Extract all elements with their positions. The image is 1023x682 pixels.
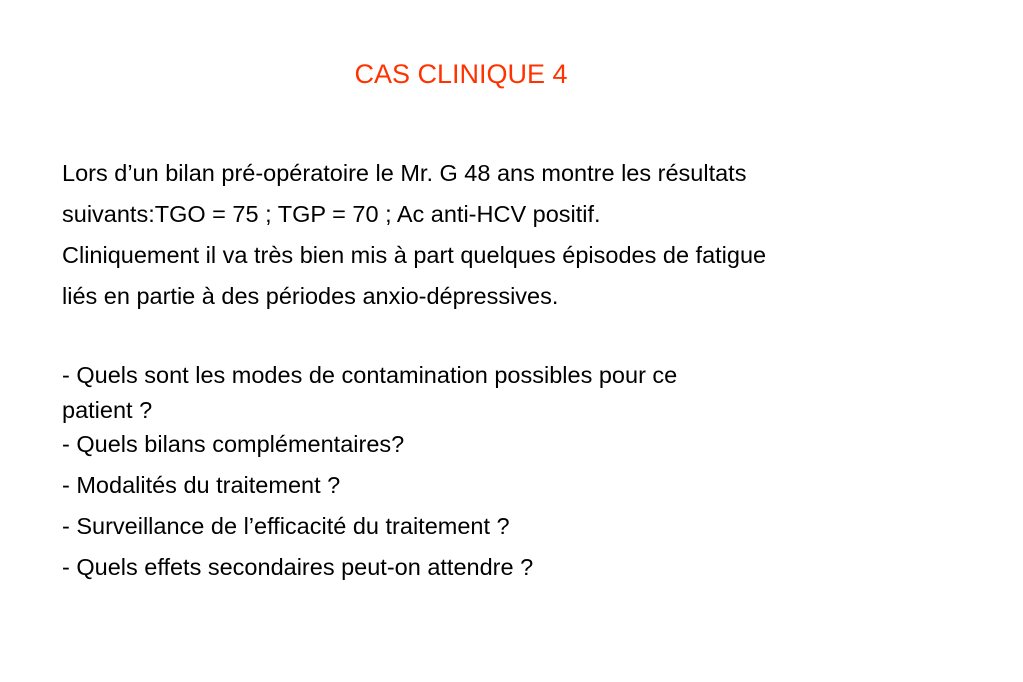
question-text: - Surveillance de l’efficacité du traitement ?	[62, 513, 510, 539]
question-text: - Quels bilans complémentaires?	[62, 431, 405, 457]
question-text: - Quels effets secondaires peut-on attendre ?	[62, 554, 534, 580]
question-item	[62, 547, 992, 588]
question-text: patient ?	[62, 397, 153, 423]
case-description-line: liés en partie à des périodes anxio-dépressives.	[62, 283, 559, 309]
question-text: - Quels sont les modes de contamination possibles pour ce	[62, 362, 678, 388]
question-item	[62, 465, 992, 506]
question-item	[62, 355, 992, 424]
case-description-line: Cliniquement il va très bien mis à part quelques épisodes de fatigue	[62, 242, 767, 268]
question-item	[62, 506, 992, 547]
question-item	[62, 424, 992, 465]
case-description	[62, 153, 992, 317]
question-text: - Modalités du traitement ?	[62, 472, 341, 498]
slide-title: CAS CLINIQUE 4	[354, 59, 568, 89]
question-list	[62, 355, 992, 588]
case-description-line: Lors d’un bilan pré-opératoire le Mr. G 48 ans montre les résultats	[62, 160, 747, 186]
case-description-line: suivants:TGO = 75 ; TGP = 70 ; Ac anti-HCV positif.	[62, 201, 601, 227]
